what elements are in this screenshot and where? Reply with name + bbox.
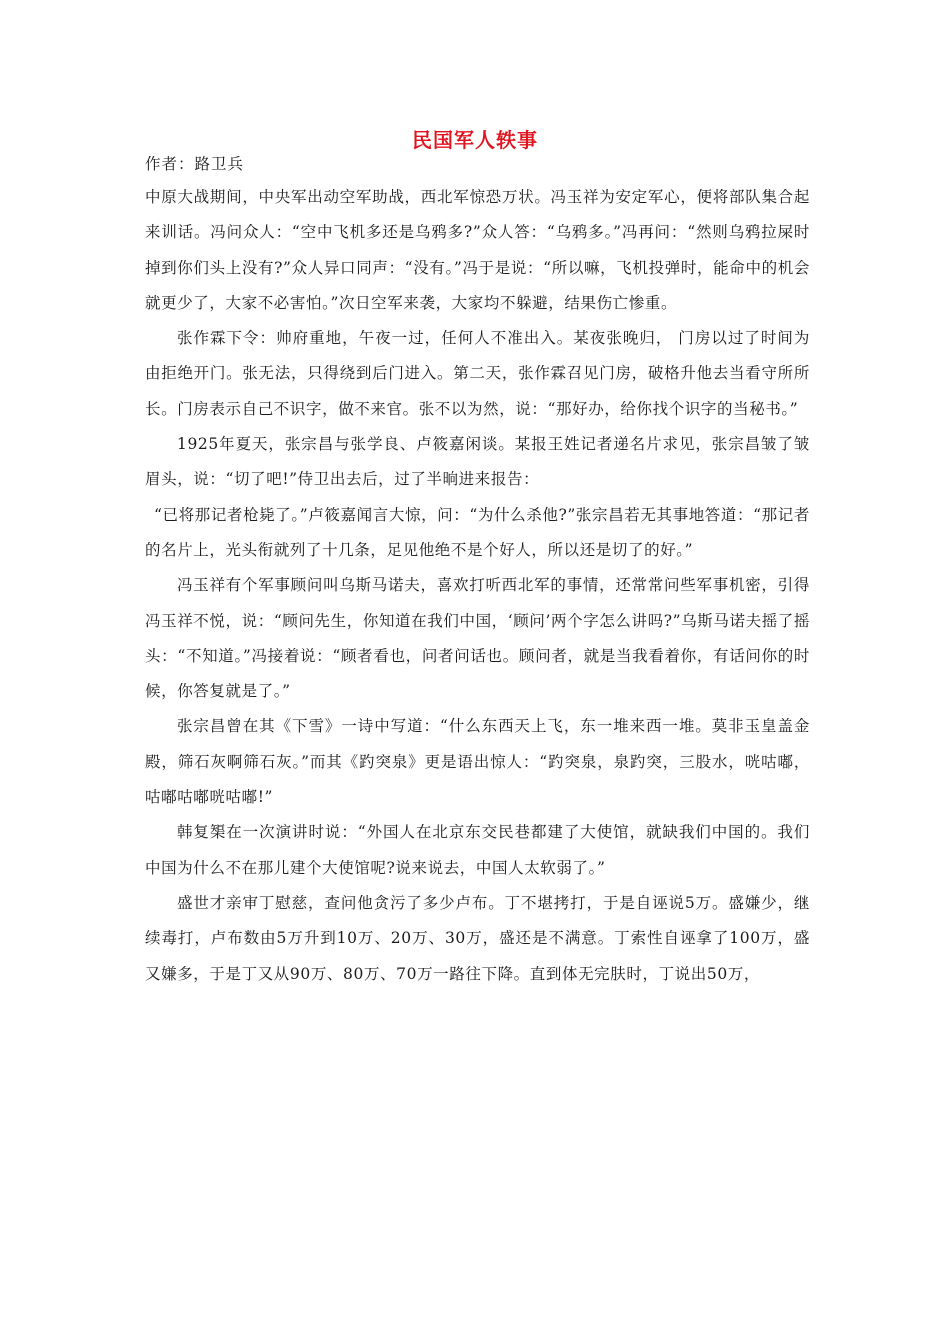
paragraph-1: 中原大战期间，中央军出动空军助战，西北军惊恐万状。冯玉祥为安定军心，便将部队集合起来训话。冯问众人：“空中飞机多还是乌鸦多?”众人答：“乌鸦多。”冯再问：“然则乌鸦拉屎时掉到你们头上没有?”众人异口同声：“没有。”冯于是说：“所以嘛，飞机投弹时，能命中的机会就更少了，大家不必害怕。”次日空军来袭，大家均不躲避，结果伤亡惨重。 (145, 188, 810, 312)
document-title: 民国军人轶事 (412, 128, 538, 152)
article-body (145, 180, 810, 992)
paragraph-3: 1925年夏天，张宗昌与张学良、卢筱嘉闲谈。某报王姓记者递名片求见，张宗昌皱了皱眉头，说：“切了吧!”侍卫出去后，过了半晌进来报告： (145, 435, 810, 489)
paragraph-2: 张作霖下令：帅府重地，午夜一过，任何人不准出入。某夜张晚归， 门房以过了时间为由拒绝开门。张无法，只得绕到后门进入。第二天，张作霖召见门房，破格升他去当看守所所长。门房表示自己不识字，做不来官。张不以为然，说：“那好办，给你找个识字的当秘书。” (145, 329, 810, 418)
paragraph-4: “已将那记者枪毙了。”卢筱嘉闻言大惊，问：“为什么杀他?”张宗昌若无其事地答道：“那记者的名片上，光头衔就列了十几条，足见他绝不是个好人，所以还是切了的好。” (145, 505, 810, 559)
author-line: 作者：路卫兵 (145, 155, 245, 173)
paragraph-6: 张宗昌曾在其《下雪》一诗中写道：“什么东西天上飞，东一堆来西一堆。莫非玉皇盖金殿，筛石灰啊筛石灰。”而其《趵突泉》更是语出惊人：“趵突泉，泉趵突，三股水，咣咕嘟，咕嘟咕嘟咣咕嘟!” (145, 717, 810, 807)
paragraph-7: 韩复榘在一次演讲时说：“外国人在北京东交民巷都建了大使馆，就缺我们中国的。我们中国为什么不在那儿建个大使馆呢?说来说去，中国人太软弱了。” (145, 823, 810, 877)
paragraph-5: 冯玉祥有个军事顾问叫乌斯马诺夫，喜欢打听西北军的事情，还常常问些军事机密，引得冯玉祥不悦，说：“顾问先生，你知道在我们中国，‘顾问’两个字怎么讲吗?”乌斯马诺夫摇了摇头：“不知道。”冯接着说：“顾者看也，问者问话也。顾问者，就是当我看着你，有话问你的时候，你答复就是了。” (145, 576, 810, 701)
paragraph-8: 盛世才亲审丁慰慈，查问他贪污了多少卢布。丁不堪拷打，于是自诬说5万。盛嫌少，继续毒打，卢布数由5万升到10万、20万、30万，盛还是不满意。丁索性自诬拿了100万，盛又嫌多，于是丁又从90万、80万、70万一路往下降。直到体无完肤时，丁说出50万， (145, 893, 810, 983)
